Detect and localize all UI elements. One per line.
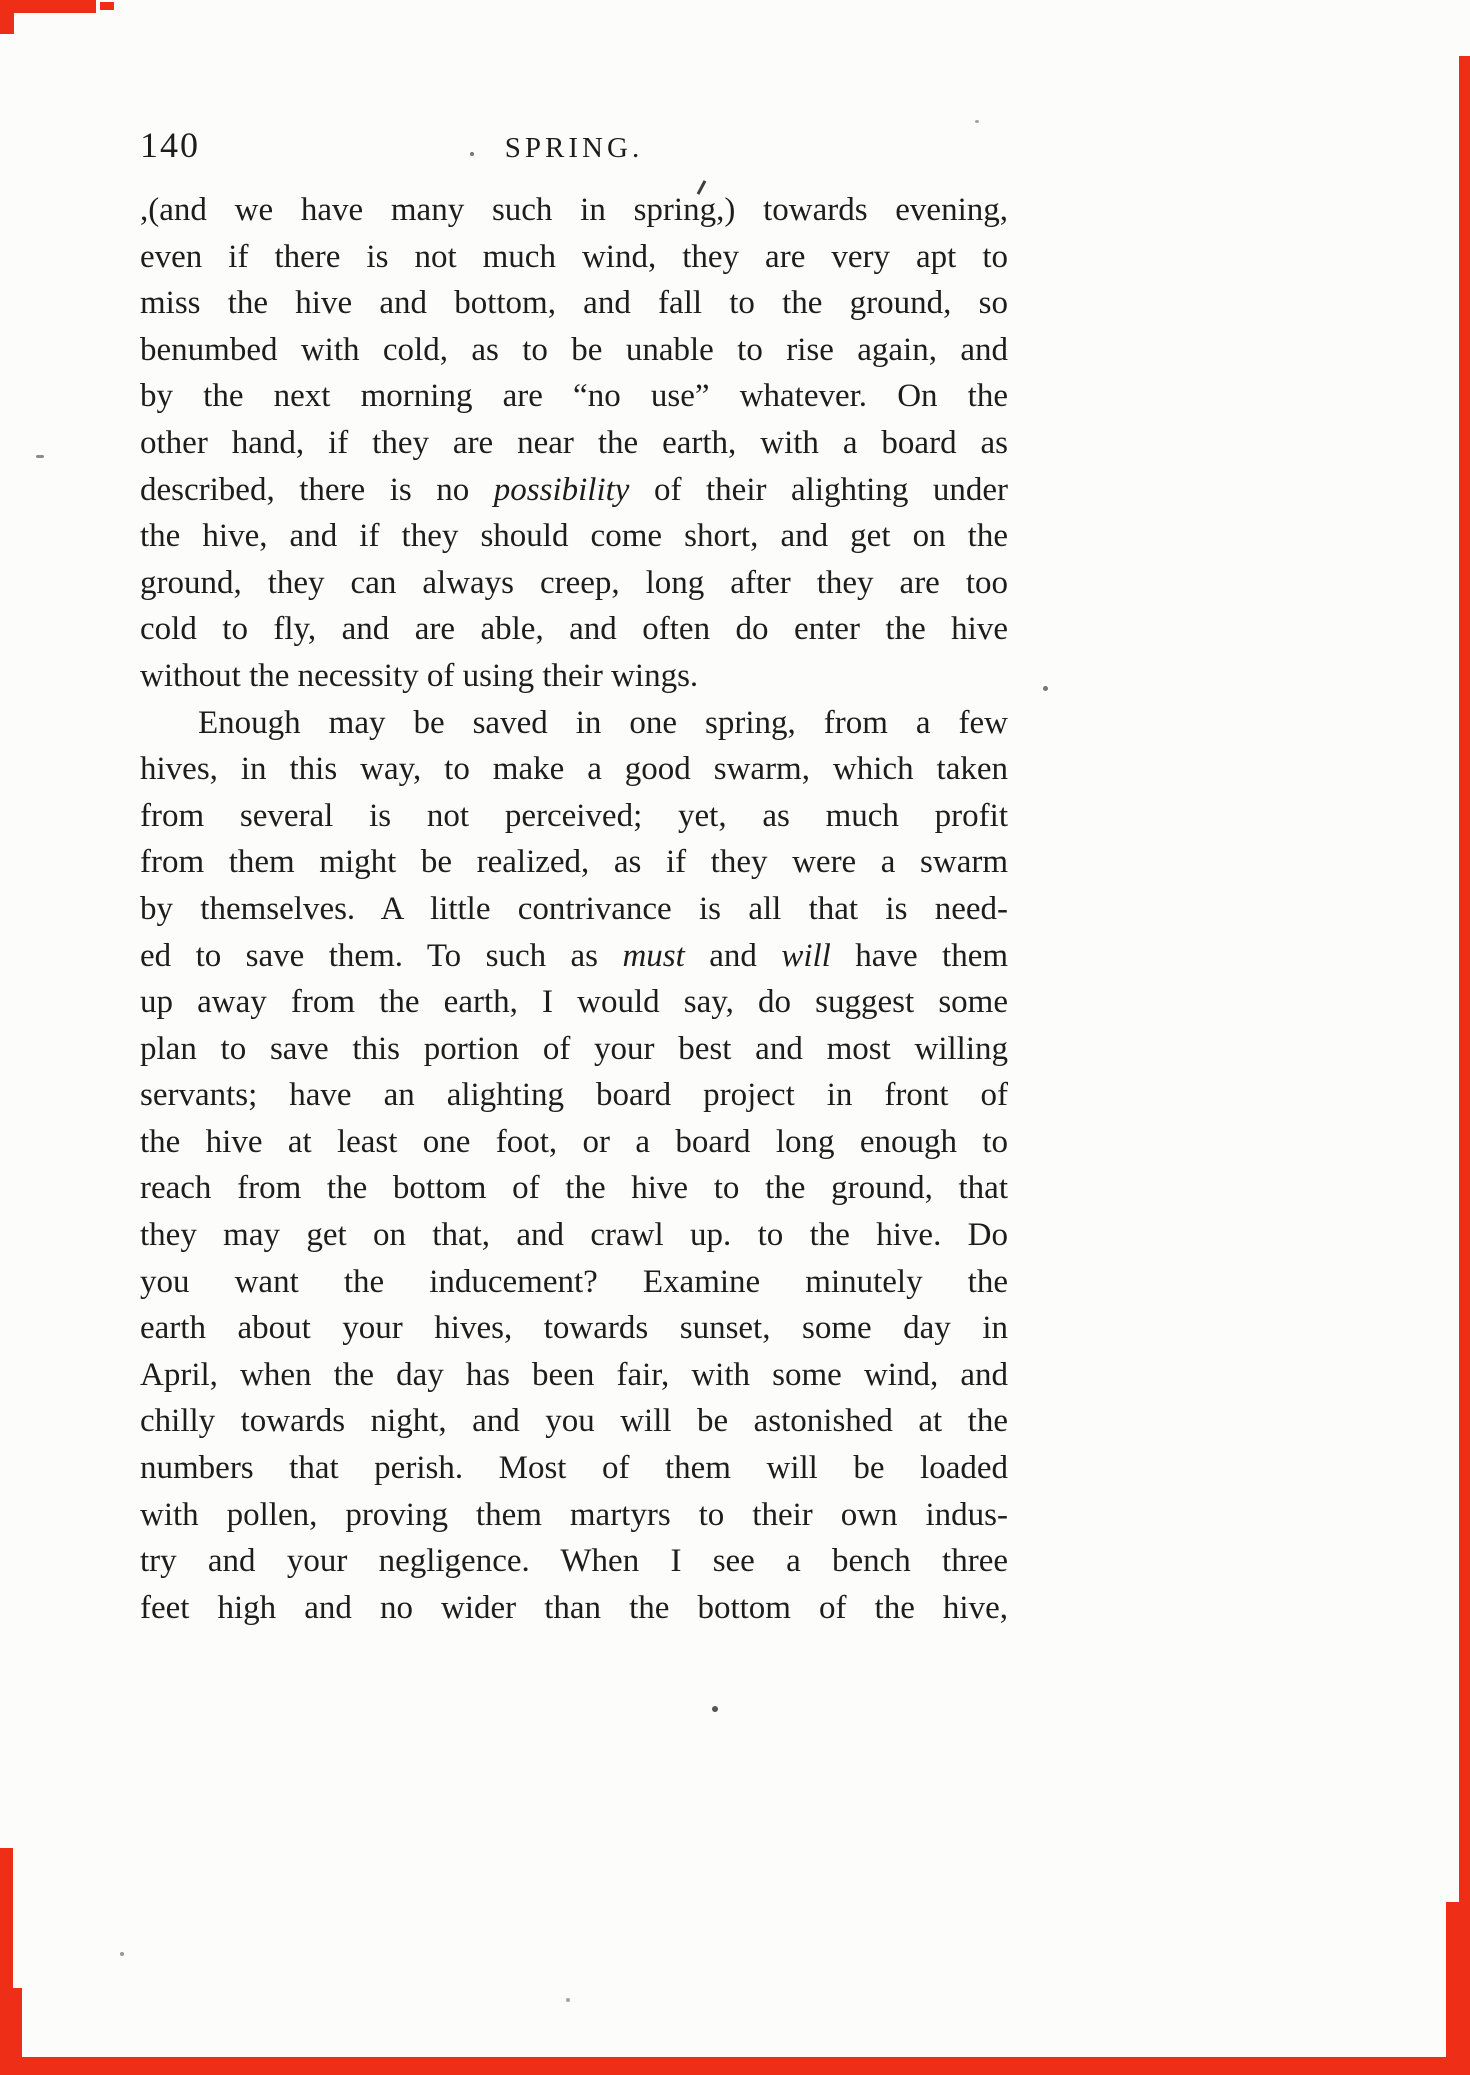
scan-speck	[975, 120, 979, 123]
text-line: from several is not perceived; yet, as much profit	[140, 797, 1008, 834]
scan-speck	[1043, 686, 1048, 691]
text-line: servants; have an alighting board project in front of	[140, 1077, 1008, 1114]
text-line: cold to fly, and are able, and often do enter the hive	[140, 611, 1008, 648]
text-line: chilly towards night, and you will be astonished at the	[140, 1403, 1008, 1440]
text-line: you want the inducement? Examine minutely the	[140, 1263, 1008, 1300]
scan-edge-left-corner	[0, 1988, 22, 2075]
text-line: from them might be realized, as if they were a swarm	[140, 844, 1008, 881]
text-line: earth about your hives, towards sunset, some day in	[140, 1310, 1008, 1347]
scan-edge-right	[1459, 56, 1470, 2075]
text-line: even if there is not much wind, they are very apt to	[140, 238, 1008, 275]
paragraph	[140, 187, 1008, 700]
text-line: described, there is no possibility of their alighting under	[140, 471, 1009, 508]
scan-edge-top-left	[0, 0, 96, 13]
text-line: feet high and no wider than the bottom of the hive,	[140, 1589, 1008, 1626]
text-line: the hive, and if they should come short, and get on the	[140, 518, 1008, 555]
page-body	[140, 187, 1008, 1631]
text-line: April, when the day has been fair, with some wind, and	[140, 1356, 1008, 1393]
scan-speck	[120, 1952, 124, 1956]
text-line: ground, they can always creep, long after they are too	[140, 564, 1008, 601]
scan-speck	[470, 152, 474, 156]
text-line: by the next morning are “no use” whatever. On the	[140, 378, 1008, 415]
scan-speck	[566, 1998, 570, 2002]
text-line: ed to save them. To such as must and will have them	[140, 937, 1009, 974]
scan-edge-bottom	[0, 2057, 1470, 2075]
text-line: with pollen, proving them martyrs to their own indus-	[140, 1496, 1008, 1533]
text-line: ,(and we have many such in spring,) towards evening,	[140, 192, 1008, 228]
paragraph	[140, 700, 1008, 1632]
text-line: without the necessity of using their wings.	[140, 657, 699, 694]
scan-edge-top-corner	[0, 0, 14, 34]
text-line: hives, in this way, to make a good swarm, which taken	[140, 751, 1008, 788]
text-line: numbers that perish. Most of them will be loaded	[140, 1450, 1008, 1487]
text-line: reach from the bottom of the hive to the ground, that	[140, 1170, 1008, 1207]
scan-speck	[712, 1706, 718, 1712]
text-line: try and your negligence. When I see a bench three	[140, 1543, 1008, 1580]
text-line: plan to save this portion of your best and most willing	[140, 1030, 1008, 1067]
text-line: up away from the earth, I would say, do suggest some	[140, 984, 1008, 1021]
page-number: 140	[140, 125, 200, 165]
text-line: miss the hive and bottom, and fall to the ground, so	[140, 285, 1008, 322]
text-line: other hand, if they are near the earth, with a board as	[140, 424, 1008, 461]
text-line: they may get on that, and crawl up. to the hive. Do	[140, 1217, 1008, 1254]
running-header: SPRING.	[504, 132, 644, 164]
text-line: benumbed with cold, as to be unable to rise again, and	[140, 331, 1008, 368]
scan-edge-top-dash	[100, 2, 114, 10]
scan-edge-right-lower	[1446, 1902, 1470, 2075]
scan-speck	[36, 455, 44, 458]
text-line: the hive at least one foot, or a board long enough to	[140, 1123, 1008, 1160]
text-line: by themselves. A little contrivance is all that is need-	[140, 890, 1008, 927]
text-line: Enough may be saved in one spring, from a few	[198, 704, 1008, 741]
